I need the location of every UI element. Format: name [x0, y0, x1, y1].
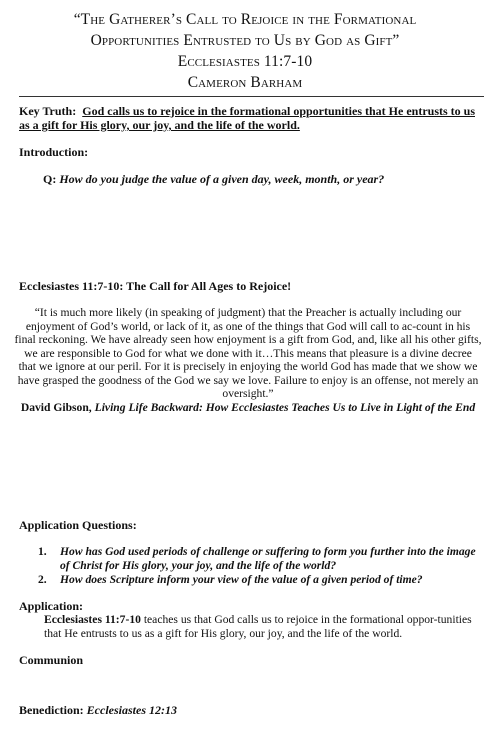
title-line-1: “The Gatherer’s Call to Rejoice in the Formational [73, 11, 417, 28]
benediction-label: Benediction: [19, 703, 84, 717]
benediction [19, 703, 484, 717]
list-item-number: 2. [38, 573, 47, 586]
section-heading: Ecclesiastes 11:7-10: The Call for All Ages to Rejoice! [19, 279, 292, 293]
quote-attribution [14, 401, 482, 415]
application-text [44, 613, 484, 640]
header-divider [19, 96, 484, 97]
question-text: How do you judge the value of a given day, week, month, or year? [59, 172, 385, 186]
list-item [38, 573, 478, 587]
communion-heading: Communion [19, 653, 84, 667]
introduction-question [43, 172, 483, 186]
introduction-heading: Introduction: [19, 145, 89, 159]
list-item [38, 545, 478, 572]
key-truth-label: Key Truth: [19, 104, 77, 118]
question-label: Q: [43, 172, 57, 186]
quote-text: “It is much more likely (in speaking of judgment) that the Preacher is actually including our enjoyment of God’s world, or lack of it, as one of the things that God will call to ac-count in his final reckoning. We have already seen how enjoyment is a gift from God, and, like all his other gifts, we are responsible to God for what we done with it…This means that pleasure is a divine decree that we ignore at our peril. For it is precisely in enjoying the world God has made that we show we have grasped the goodness of the God we say we love. Failure to enjoy is an offense, not merely an oversight.” [14, 306, 482, 400]
application-reference: Ecclesiastes 11:7-10 [44, 613, 141, 626]
key-truth [19, 104, 484, 132]
list-item-text: How does Scripture inform your view of the value of a given period of time? [60, 573, 423, 586]
quote-author: David Gibson, [20, 400, 92, 414]
benediction-reference: Ecclesiastes 12:13 [86, 703, 177, 717]
application-heading: Application: [19, 599, 84, 613]
sermon-title-block [20, 9, 470, 93]
application-questions-list [38, 545, 478, 588]
key-truth-text: God calls us to rejoice in the formational opportunities that He entrusts to us as a gift for His glory, our joy, and the life of the world. [19, 104, 475, 132]
application-body: teaches us that God calls us to rejoice in the formational oppor-tunities that He entrusts to us as a gift for His glory, our joy, and the life of the world. [44, 613, 472, 640]
list-item-text: How has God used periods of challenge or suffering to form you further into the image of Christ for His glory, your joy, and the life of the world? [60, 545, 476, 572]
quote-book-title: Living Life Backward: How Ecclesiastes Teaches Us to Live in Light of the End [94, 400, 476, 414]
gibson-quote [14, 306, 482, 414]
author-name: Cameron Barham [187, 74, 303, 91]
application-questions-heading: Application Questions: [19, 518, 137, 532]
title-line-2: Opportunities Entrusted to Us by God as Gift” [90, 32, 400, 49]
list-item-number: 1. [38, 545, 47, 558]
scripture-reference: Ecclesiastes 11:7-10 [177, 53, 313, 70]
